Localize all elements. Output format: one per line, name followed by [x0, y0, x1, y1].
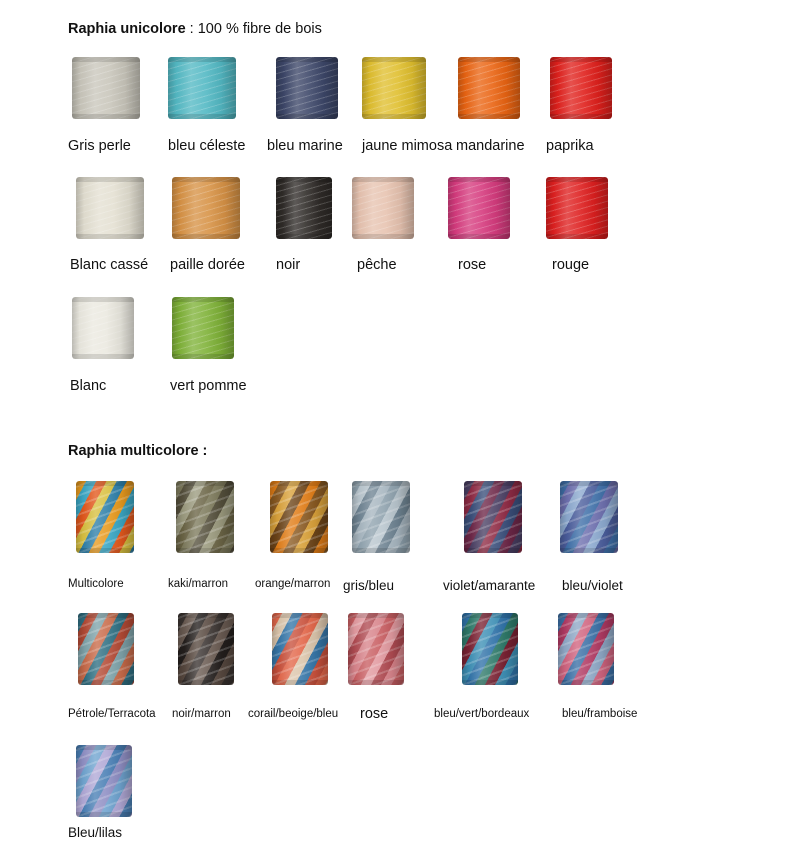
spool-bottom-edge — [462, 680, 518, 685]
yarn-spool-swatch — [72, 57, 140, 119]
swatch-label: Pétrole/Terracota — [68, 708, 156, 720]
spool-top-edge — [178, 613, 234, 618]
swatch-label: rouge — [552, 257, 590, 273]
spool-shading — [172, 297, 234, 359]
yarn-spool-swatch — [78, 613, 134, 685]
yarn-spool-swatch — [550, 57, 612, 119]
spool-bottom-edge — [362, 114, 426, 119]
spool-shading — [276, 177, 332, 239]
spool-top-edge — [560, 481, 618, 486]
yarn-spool-swatch — [172, 177, 240, 239]
spool-top-edge — [464, 481, 522, 486]
yarn-spool-swatch — [560, 481, 618, 553]
spool-bottom-edge — [276, 114, 338, 119]
swatch-label: bleu/violet — [562, 578, 623, 593]
spool-bottom-edge — [276, 234, 332, 239]
spool-shading — [558, 613, 614, 685]
swatch-label: gris/bleu — [343, 578, 395, 593]
spool-shading — [76, 745, 132, 817]
spool-top-edge — [352, 481, 410, 486]
yarn-spool-swatch — [76, 745, 132, 817]
spool-bottom-edge — [550, 114, 612, 119]
yarn-spool-swatch — [464, 481, 522, 553]
spool-top-edge — [72, 57, 140, 62]
spool-top-edge — [168, 57, 236, 62]
swatch-label: mandarine — [456, 138, 525, 154]
yarn-spool-swatch — [176, 481, 234, 553]
spool-top-edge — [550, 57, 612, 62]
spool-shading — [178, 613, 234, 685]
yarn-spool-swatch — [270, 481, 328, 553]
swatch-label: violet/amarante — [443, 578, 536, 593]
spool-shading — [348, 613, 404, 685]
yarn-spool-swatch — [458, 57, 520, 119]
section-title-multicolore-strong: Raphia multicolore : — [68, 443, 208, 459]
spool-shading — [464, 481, 522, 553]
spool-shading — [76, 481, 134, 553]
yarn-spool-swatch — [462, 613, 518, 685]
spool-top-edge — [448, 177, 510, 182]
spool-bottom-edge — [78, 680, 134, 685]
swatch-label: jaune mimosa — [362, 138, 453, 154]
swatch-label: Gris perle — [68, 138, 131, 154]
yarn-spool-swatch — [72, 297, 134, 359]
spool-shading — [546, 177, 608, 239]
spool-bottom-edge — [560, 548, 618, 553]
spool-shading — [72, 297, 134, 359]
spool-bottom-edge — [76, 234, 144, 239]
spool-shading — [550, 57, 612, 119]
spool-top-edge — [558, 613, 614, 618]
spool-shading — [458, 57, 520, 119]
swatch-label: noir — [276, 257, 301, 273]
yarn-spool-swatch — [362, 57, 426, 119]
spool-bottom-edge — [270, 548, 328, 553]
yarn-spool-swatch — [448, 177, 510, 239]
spool-bottom-edge — [72, 114, 140, 119]
yarn-spool-swatch — [558, 613, 614, 685]
spool-top-edge — [546, 177, 608, 182]
spool-bottom-edge — [176, 548, 234, 553]
yarn-spool-swatch — [76, 177, 144, 239]
swatch-label: noir/marron — [172, 708, 231, 720]
spool-top-edge — [272, 613, 328, 618]
yarn-spool-swatch — [352, 177, 414, 239]
spool-top-edge — [172, 177, 240, 182]
yarn-spool-swatch — [348, 613, 404, 685]
swatch-label: kaki/marron — [168, 578, 229, 590]
section-title-multicolore — [68, 443, 207, 459]
section-title-unicolore-rest: : 100 % fibre de bois — [185, 21, 322, 37]
spool-top-edge — [458, 57, 520, 62]
yarn-spool-swatch — [546, 177, 608, 239]
swatch-label: Blanc cassé — [70, 257, 149, 273]
spool-shading — [72, 57, 140, 119]
yarn-spool-swatch — [172, 297, 234, 359]
swatch-label: pêche — [357, 257, 397, 273]
spool-shading — [270, 481, 328, 553]
yarn-spool-swatch — [352, 481, 410, 553]
swatch-label: bleu céleste — [168, 138, 246, 154]
spool-top-edge — [76, 177, 144, 182]
spool-bottom-edge — [178, 680, 234, 685]
swatch-label: Bleu/lilas — [68, 825, 123, 840]
spool-top-edge — [172, 297, 234, 302]
swatch-label: orange/marron — [255, 578, 331, 590]
spool-bottom-edge — [464, 548, 522, 553]
yarn-spool-swatch — [276, 177, 332, 239]
spool-shading — [352, 177, 414, 239]
spool-bottom-edge — [558, 680, 614, 685]
spool-shading — [168, 57, 236, 119]
swatch-label: corail/beoige/bleu — [248, 708, 339, 720]
section-title-unicolore-strong: Raphia unicolore — [68, 21, 186, 37]
spool-bottom-edge — [272, 680, 328, 685]
spool-bottom-edge — [348, 680, 404, 685]
spool-top-edge — [276, 57, 338, 62]
swatch-label: rose — [458, 257, 487, 273]
swatch-label: paprika — [546, 138, 594, 154]
spool-top-edge — [462, 613, 518, 618]
spool-top-edge — [76, 745, 132, 750]
swatch-label: Blanc — [70, 378, 107, 394]
spool-bottom-edge — [546, 234, 608, 239]
spool-top-edge — [276, 177, 332, 182]
spool-top-edge — [76, 481, 134, 486]
spool-bottom-edge — [172, 234, 240, 239]
spool-top-edge — [72, 297, 134, 302]
yarn-spool-swatch — [168, 57, 236, 119]
yarn-spool-swatch — [76, 481, 134, 553]
spool-top-edge — [352, 177, 414, 182]
swatch-label: bleu/vert/bordeaux — [434, 708, 530, 720]
spool-shading — [76, 177, 144, 239]
spool-top-edge — [270, 481, 328, 486]
section-title-unicolore — [68, 21, 322, 37]
swatch-label: paille dorée — [170, 257, 245, 273]
spool-top-edge — [348, 613, 404, 618]
spool-bottom-edge — [168, 114, 236, 119]
spool-bottom-edge — [448, 234, 510, 239]
spool-shading — [272, 613, 328, 685]
spool-bottom-edge — [76, 548, 134, 553]
spool-shading — [352, 481, 410, 553]
spool-shading — [462, 613, 518, 685]
spool-shading — [276, 57, 338, 119]
spool-bottom-edge — [458, 114, 520, 119]
yarn-spool-swatch — [178, 613, 234, 685]
spool-bottom-edge — [352, 234, 414, 239]
spool-bottom-edge — [352, 548, 410, 553]
spool-shading — [362, 57, 426, 119]
spool-shading — [78, 613, 134, 685]
spool-shading — [172, 177, 240, 239]
swatch-label: vert pomme — [170, 378, 247, 394]
spool-bottom-edge — [76, 812, 132, 817]
swatch-label: bleu/framboise — [562, 708, 638, 720]
spool-top-edge — [78, 613, 134, 618]
spool-shading — [448, 177, 510, 239]
spool-bottom-edge — [72, 354, 134, 359]
swatch-label: Multicolore — [68, 578, 124, 590]
spool-top-edge — [176, 481, 234, 486]
yarn-spool-swatch — [272, 613, 328, 685]
spool-shading — [560, 481, 618, 553]
yarn-spool-swatch — [276, 57, 338, 119]
spool-bottom-edge — [172, 354, 234, 359]
spool-top-edge — [362, 57, 426, 62]
spool-shading — [176, 481, 234, 553]
swatch-label: bleu marine — [267, 138, 343, 154]
swatch-label: rose — [360, 706, 389, 722]
